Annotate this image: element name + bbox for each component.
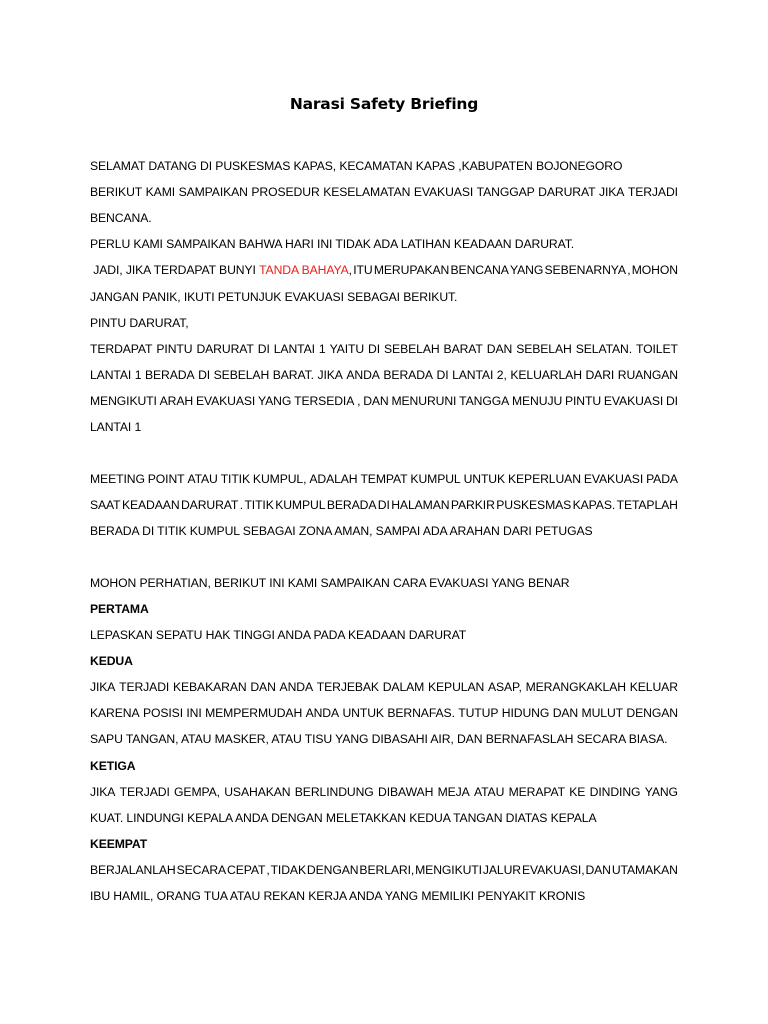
word: EVAKUASI,	[521, 863, 585, 877]
danger-signal-highlight: TANDA BAHAYA	[259, 263, 349, 277]
word: USAHAKAN	[224, 785, 291, 799]
word: ,	[266, 863, 270, 877]
word: YANG	[510, 263, 544, 277]
word: BERADA	[383, 368, 433, 382]
text-line	[90, 704, 678, 722]
word: LANTAI	[90, 368, 132, 382]
word: MERANGKAKLAH	[525, 680, 626, 694]
word: KEPERLUAN	[507, 472, 581, 486]
word: .	[239, 498, 244, 512]
word: JIKA	[90, 680, 116, 694]
word: PINTU	[156, 342, 193, 356]
word: BERNAFAS.	[387, 706, 455, 720]
text-line: SAPU TANGAN, ATAU MASKER, ATAU TISU YANG DIBASAHI AIR, DAN BERNAFASLAH SECARA BIASA.	[90, 732, 668, 746]
word: DENGAN	[306, 863, 359, 877]
word: SEBENARNYA	[544, 263, 626, 277]
text-line	[90, 678, 678, 696]
text-line	[90, 183, 678, 201]
word: PARKIR	[450, 498, 495, 512]
word: ANDA	[279, 680, 314, 694]
word: PROSEDUR	[251, 185, 320, 199]
word: ITU	[353, 263, 373, 277]
text-line	[90, 470, 678, 488]
word: TERJADI	[119, 785, 170, 799]
word: DI	[436, 368, 449, 382]
text-line: BENCANA.	[90, 211, 152, 225]
text-line-start: JADI, JIKA TERDAPAT BUNYI TANDA BAHAYA,	[90, 263, 352, 277]
word: MENGIKUTI	[415, 863, 482, 877]
word: SEBELAH	[213, 368, 270, 382]
word: MEJA	[437, 785, 470, 799]
word: EVAKUASI	[583, 472, 644, 486]
word: MEMPERMUDAH	[205, 706, 303, 720]
word: POINT	[147, 472, 185, 486]
word: KELUAR	[629, 680, 678, 694]
word: LANTAI	[273, 342, 315, 356]
word: DAN	[486, 342, 513, 356]
word: BERIKUT	[90, 185, 143, 199]
word: PADA	[646, 472, 678, 486]
word: HIDUNG	[501, 706, 550, 720]
word: YANG	[258, 394, 292, 408]
word: DI	[198, 368, 211, 382]
word: DARURAT	[180, 498, 239, 512]
word: ,	[357, 394, 361, 408]
word: SELATAN.	[575, 342, 633, 356]
word: BARAT.	[272, 368, 314, 382]
word: KAMI	[145, 185, 176, 199]
word: UNTUK	[342, 706, 384, 720]
word: SECARA	[176, 863, 227, 877]
word: JIKA	[599, 185, 625, 199]
step-heading: PERTAMA	[90, 602, 149, 616]
word: DI	[377, 498, 390, 512]
text-fragment: ,	[348, 263, 352, 277]
word: ATAU	[473, 785, 505, 799]
word: MERUPAKAN	[373, 263, 450, 277]
word: ANDA	[346, 368, 380, 382]
word: UNTUK	[463, 472, 506, 486]
word: 1	[318, 342, 326, 356]
word: KESELAMATAN	[323, 185, 411, 199]
word: HALAMAN	[391, 498, 450, 512]
word: TERSEDIA	[294, 394, 355, 408]
word: TITIK	[244, 498, 274, 512]
text-line: IBU HAMIL, ORANG TUA ATAU REKAN KERJA ANDA YANG MEMILIKI PENYAKIT KRONIS	[90, 889, 586, 903]
word: DI	[257, 342, 270, 356]
word: JIKA	[317, 368, 343, 382]
word: TANGGA	[459, 394, 510, 408]
word: ,	[627, 263, 631, 277]
word: MENUJU	[511, 394, 563, 408]
word: KEBAKARAN	[172, 680, 247, 694]
word: TERJADI	[119, 680, 170, 694]
word: TANGGAP	[476, 185, 535, 199]
word: KUMPUL	[275, 498, 326, 512]
word: MENGIKUTI	[90, 394, 157, 408]
word: TETAPLAH	[616, 498, 678, 512]
word: DINDING	[589, 785, 641, 799]
word: 2,	[496, 368, 507, 382]
word: ATAU	[187, 472, 218, 486]
word: TIDAK	[270, 863, 306, 877]
word: SEBELAH	[516, 342, 572, 356]
word: UTAMAKAN	[611, 863, 678, 877]
word: DAN	[552, 706, 579, 720]
word: TOILET	[636, 342, 678, 356]
text-line-with-highlight	[90, 261, 678, 279]
word: MEETING	[90, 472, 145, 486]
word: DALAM	[382, 680, 425, 694]
word: TUTUP	[458, 706, 499, 720]
word: DIBAWAH	[378, 785, 434, 799]
word: MOHON	[631, 263, 678, 277]
step-heading: KETIGA	[90, 759, 136, 773]
word: DAN	[585, 863, 611, 877]
word: LANTAI	[452, 368, 494, 382]
word: JALUR	[482, 863, 521, 877]
word: KARENA	[90, 706, 140, 720]
word: DI	[665, 394, 678, 408]
word: BENCANA	[450, 263, 509, 277]
word: DAN	[250, 680, 276, 694]
word: TERDAPAT	[90, 342, 153, 356]
text-line: KUAT. LINDUNGI KEPALA ANDA DENGAN MELETAKKAN KEDUA TANGAN DIATAS KEPALA	[90, 811, 597, 825]
word: BARAT	[443, 342, 483, 356]
word: KELUARLAH	[510, 368, 582, 382]
word: GEMPA,	[174, 785, 220, 799]
word: MENURUNI	[391, 394, 457, 408]
word: EVAKUASI	[413, 185, 474, 199]
word: PINTU	[564, 394, 602, 408]
word: KUMPUL,	[252, 472, 307, 486]
word: JIKA	[90, 785, 116, 799]
word: ANDA	[305, 706, 340, 720]
word: TERJEBAK	[316, 680, 379, 694]
step-heading: KEEMPAT	[90, 837, 148, 851]
word: INI	[186, 706, 202, 720]
word: TERJADI	[627, 185, 678, 199]
word: KEADAAN	[121, 498, 180, 512]
word: SEBELAH	[384, 342, 440, 356]
text-line: BERADA DI TITIK KUMPUL SEBAGAI ZONA AMAN, SAMPAI ADA ARAHAN DARI PETUGAS	[90, 524, 593, 538]
text-line: MOHON PERHATIAN, BERIKUT INI KAMI SAMPAIKAN CARA EVAKUASI YANG BENAR	[90, 576, 570, 590]
text-line: JANGAN PANIK, IKUTI PETUNJUK EVAKUASI SEBAGAI BERIKUT.	[90, 290, 458, 304]
word: KEPULAN	[428, 680, 485, 694]
text-line: SELAMAT DATANG DI PUSKESMAS KAPAS, KECAMATAN KAPAS ,KABUPATEN BOJONEGORO	[90, 159, 623, 173]
word: BERLINDUNG	[294, 785, 374, 799]
text-line	[90, 392, 678, 410]
word: MULUT	[581, 706, 624, 720]
word: EVAKUASI	[195, 394, 256, 408]
word: PUSKESMAS	[496, 498, 572, 512]
word: DI	[368, 342, 381, 356]
text-line	[90, 496, 678, 514]
word: KE	[569, 785, 586, 799]
word: DARI	[585, 368, 615, 382]
step-heading: KEDUA	[90, 654, 133, 668]
word: BERADA	[326, 498, 377, 512]
word: DENGAN	[626, 706, 678, 720]
word: TEMPAT	[360, 472, 408, 486]
word: ADALAH	[309, 472, 358, 486]
word: EVAKUASI	[603, 394, 664, 408]
word: KUMPUL	[410, 472, 461, 486]
text-line: LANTAI 1	[90, 420, 142, 434]
word: BERJALANLAH	[90, 863, 176, 877]
word: RUANGAN	[617, 368, 678, 382]
word: MERAPAT	[508, 785, 565, 799]
word: BERLARI,	[359, 863, 415, 877]
word: YAITU	[329, 342, 365, 356]
word: 1	[134, 368, 142, 382]
text-line	[90, 861, 678, 879]
text-line	[90, 783, 678, 801]
word: KAPAS.	[572, 498, 616, 512]
word: SAMPAIKAN	[178, 185, 248, 199]
document-title: Narasi Safety Briefing	[289, 95, 479, 113]
word: YANG	[644, 785, 678, 799]
word: SAAT	[90, 498, 121, 512]
word: TITIK	[220, 472, 250, 486]
text-line	[90, 366, 678, 384]
text-line: PERLU KAMI SAMPAIKAN BAHWA HARI INI TIDAK ADA LATIHAN KEADAAN DARURAT.	[90, 237, 574, 251]
section-label: PINTU DARURAT,	[90, 316, 189, 330]
text-line: LEPASKAN SEPATU HAK TINGGI ANDA PADA KEADAAN DARURAT	[90, 628, 467, 642]
word: ASAP,	[487, 680, 522, 694]
word: DAN	[363, 394, 389, 408]
word: DARURAT	[196, 342, 254, 356]
word: CEPAT	[227, 863, 266, 877]
word: POSISI	[142, 706, 183, 720]
word: DARURAT	[538, 185, 596, 199]
text-line	[90, 340, 678, 358]
word: BERADA	[144, 368, 195, 382]
word: ARAH	[159, 394, 194, 408]
